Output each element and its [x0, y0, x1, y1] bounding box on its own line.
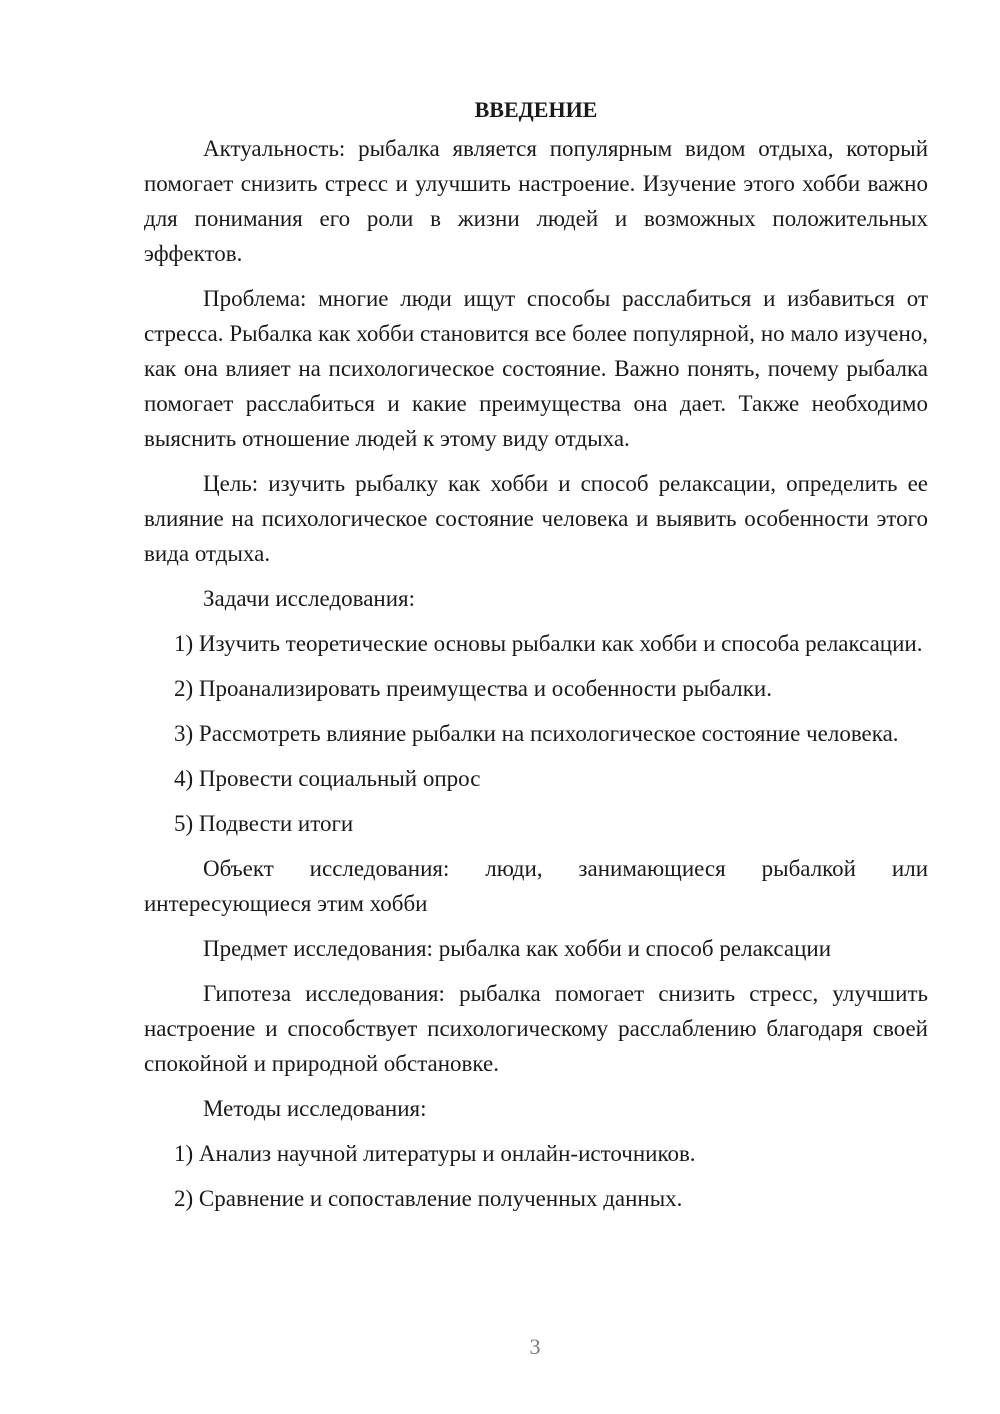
task-item: 3) Рассмотреть влияние рыбалки на психологическое состояние человека. — [174, 721, 899, 746]
goal-paragraph: Цель: изучить рыбалку как хобби и способ релаксации, определить ее влияние на психологическое состояние человека и выявить особенности этого вида отдыха. — [144, 471, 928, 566]
hypothesis-paragraph: Гипотеза исследования: рыбалка помогает снизить стресс, улучшить настроение и способствует психологическому расслаблению благодаря своей спокойной и природной обстановке. — [144, 981, 928, 1076]
relevance-paragraph: Актуальность: рыбалка является популярным видом отдыха, который помогает снизить стресс и улучшить настроение. Изучение этого хобби важно для понимания его роли в жизни людей и возможных положительных эффектов. — [144, 136, 928, 266]
task-item: 4) Провести социальный опрос — [174, 766, 481, 791]
method-item: 2) Сравнение и сопоставление полученных данных. — [174, 1186, 683, 1211]
problem-paragraph: Проблема: многие люди ищут способы расслабиться и избавиться от стресса. Рыбалка как хобби становится все более популярной, но мало изучено, как она влияет на психологическое состояние. Важно понять, почему рыбалка помогает расслабиться и какие преимущества она дает. Также необходимо выяснить отношение людей к этому виду отдыха. — [144, 286, 928, 451]
subject-paragraph: Предмет исследования: рыбалка как хобби и способ релаксации — [203, 936, 831, 961]
page-number: 3 — [529, 1334, 541, 1359]
page-content — [144, 92, 928, 1226]
task-item: 1) Изучить теоретические основы рыбалки как хобби и способа релаксации. — [174, 631, 923, 656]
tasks-heading: Задачи исследования: — [203, 586, 416, 611]
method-item: 1) Анализ научной литературы и онлайн-источников. — [174, 1141, 696, 1166]
object-paragraph: Объект исследования: люди, занимающиеся рыбалкой или интересующиеся этим хобби — [144, 856, 928, 916]
task-item: 2) Проанализировать преимущества и особенности рыбалки. — [174, 676, 772, 701]
methods-heading: Методы исследования: — [203, 1096, 427, 1121]
section-heading: ВВЕДЕНИЕ — [474, 97, 598, 122]
task-item: 5) Подвести итоги — [174, 811, 354, 836]
